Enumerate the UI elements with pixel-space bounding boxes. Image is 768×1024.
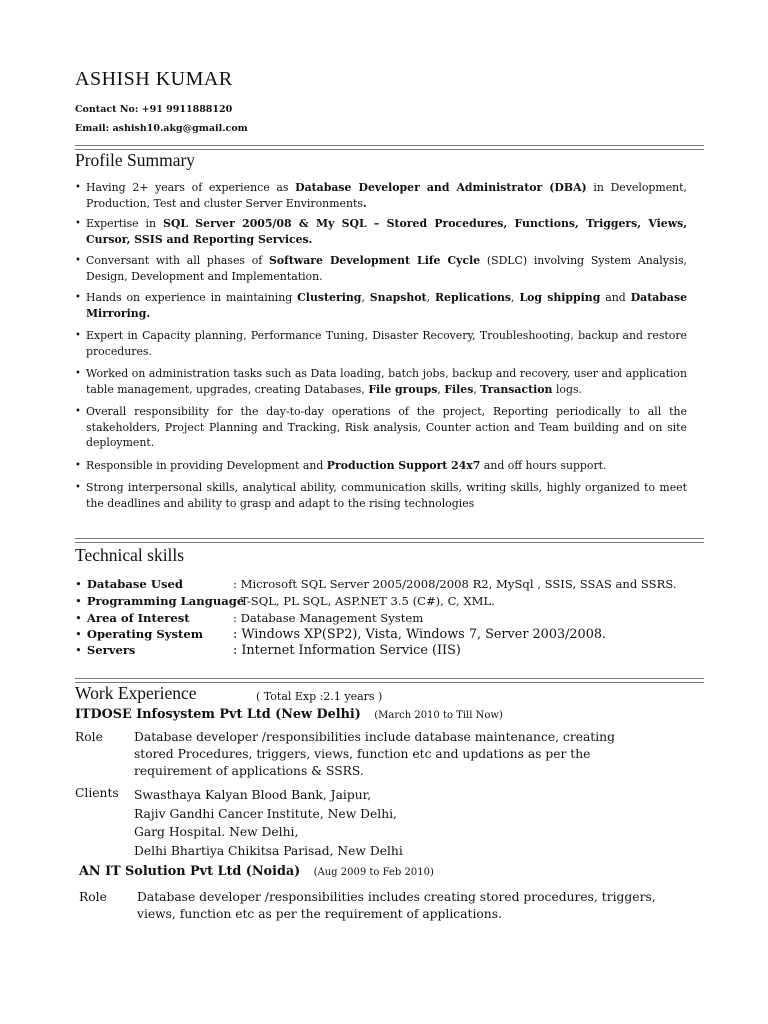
employment-period: (March 2010 to Till Now) — [374, 710, 503, 721]
profile-item-text: in Development, Production, Test and cluster Server Environments — [86, 181, 687, 210]
skill-key: • Servers — [75, 643, 135, 657]
company-name: ITDOSE Infosystem Pvt Ltd (New Delhi) (March 2010 to Till Now) — [75, 707, 503, 722]
role-label: Role — [79, 890, 107, 904]
work-experience-heading: Work Experience — [75, 683, 197, 703]
profile-item-text: Clustering — [297, 291, 362, 304]
profile-summary-heading: Profile Summary — [75, 150, 196, 170]
skill-value: : Database Management System — [233, 611, 424, 625]
divider — [75, 538, 704, 543]
role-description: Database developer /responsibilities include database maintenance, creating stored Procedures, triggers, views, function etc and updations as per the requirement of applications & SSRS. — [134, 730, 615, 778]
profile-item-text: Responsible in providing Development and — [86, 458, 327, 472]
profile-item — [75, 480, 687, 511]
skill-value: : T-SQL, PL SQL, ASP.NET 3.5 (C#), C, XML. — [233, 594, 495, 608]
profile-item-text: Hands on experience in maintaining — [86, 291, 298, 304]
role-label: Role — [75, 730, 103, 744]
profile-item-text: , — [437, 382, 445, 396]
technical-skills-heading: Technical skills — [75, 545, 185, 565]
email-address: Email: ashish10.akg@gmail.com — [75, 123, 248, 134]
clients-label: Clients — [75, 786, 119, 800]
profile-item-text: Replications — [435, 291, 512, 304]
skill-key: • Area of Interest — [75, 611, 190, 625]
profile-item-text: Database Mirroring. — [86, 291, 688, 320]
profile-item-text: Files — [444, 382, 474, 396]
profile-item-text: , — [473, 382, 481, 396]
profile-item-text: Snapshot — [369, 291, 427, 304]
profile-item-text: Software Development Life Cycle — [269, 254, 481, 267]
profile-item — [75, 290, 687, 321]
profile-item — [75, 328, 687, 359]
skill-key: • Programming Language — [75, 594, 244, 608]
profile-summary-list — [75, 180, 687, 511]
profile-item-text: , — [511, 291, 520, 304]
profile-item — [75, 253, 687, 284]
profile-item — [75, 404, 687, 451]
profile-item-text: (SDLC) involving System Analysis, Design, Development and Implementation. — [86, 254, 687, 283]
candidate-name: ASHISH KUMAR — [75, 68, 233, 90]
profile-item-text: Expertise in — [86, 217, 164, 230]
profile-item-text: , — [361, 291, 370, 304]
profile-item-text: logs. — [552, 382, 583, 396]
profile-item-text: Production Support 24x7 — [326, 458, 481, 472]
clients-list — [134, 786, 403, 860]
skill-value: : Microsoft SQL Server 2005/2008/2008 R2, MySql , SSIS, SSAS and SSRS. — [233, 577, 677, 591]
profile-item-text: Worked on administration tasks such as Data loading, batch jobs, backup and recovery, user and application table management, upgrades, creating Databases, — [86, 367, 687, 396]
skill-value: : Windows XP(SP2), Vista, Windows 7, Server 2003/2008. — [233, 627, 607, 642]
skill-key: • Operating System — [75, 627, 203, 641]
profile-item — [75, 180, 687, 211]
profile-item-text: Overall responsibility for the day-to-day operations of the project, Reporting periodically to all the stakeholders, Project Planning and Tracking, Risk analysis, Counter action and Team building and on site deployment. — [86, 405, 687, 449]
client-item: Delhi Bhartiya Chikitsa Parisad, New Delhi — [134, 843, 403, 858]
profile-item-text: Expert in Capacity planning, Performance Tuning, Disaster Recovery, Troubleshooting, backup and restore procedures. — [86, 329, 687, 358]
total-experience: ( Total Exp :2.1 years ) — [256, 690, 383, 703]
profile-item-text: File groups — [368, 382, 438, 396]
client-item: Garg Hospital. New Delhi, — [134, 825, 299, 839]
profile-item-text: Database Developer and Administrator (DBA) — [295, 181, 587, 194]
profile-item-text: Having 2+ years of experience as — [86, 181, 296, 194]
profile-item — [75, 458, 687, 474]
skill-value: : Internet Information Service (IIS) — [233, 643, 461, 658]
profile-item-text: Conversant with all phases of — [86, 254, 269, 267]
role-description: Database developer /responsibilities includes creating stored procedures, triggers, views, function etc as per the requirement of applications. — [137, 890, 656, 921]
profile-item-text: Log shipping — [519, 291, 601, 304]
profile-item-text: Strong interpersonal skills, analytical ability, communication skills, writing skills, highly organized to meet the deadlines and ability to grasp and adapt to the rising technologies — [86, 481, 687, 510]
profile-item-text: . — [362, 196, 367, 210]
profile-item-text: and off hours support. — [480, 458, 607, 472]
profile-item-text: SQL Server 2005/08 & My SQL – Stored Procedures, Functions, Triggers, Views, Cursor, SSIS and Reporting Services. — [86, 217, 687, 246]
profile-item-text: , — [426, 291, 435, 304]
client-item: Swasthaya Kalyan Blood Bank, Jaipur, — [134, 788, 372, 802]
profile-item — [75, 366, 687, 397]
profile-item-text: and — [600, 291, 631, 304]
company-name: AN IT Solution Pvt Ltd (Noida) (Aug 2009 to Feb 2010) — [79, 864, 434, 879]
client-item: Rajiv Gandhi Cancer Institute, New Delhi, — [134, 806, 397, 821]
employment-period: (Aug 2009 to Feb 2010) — [313, 867, 434, 878]
profile-item — [75, 216, 687, 247]
profile-item-text: Transaction — [480, 382, 553, 396]
skill-key: • Database Used — [75, 577, 183, 591]
contact-number: Contact No: +91 9911888120 — [75, 104, 233, 115]
